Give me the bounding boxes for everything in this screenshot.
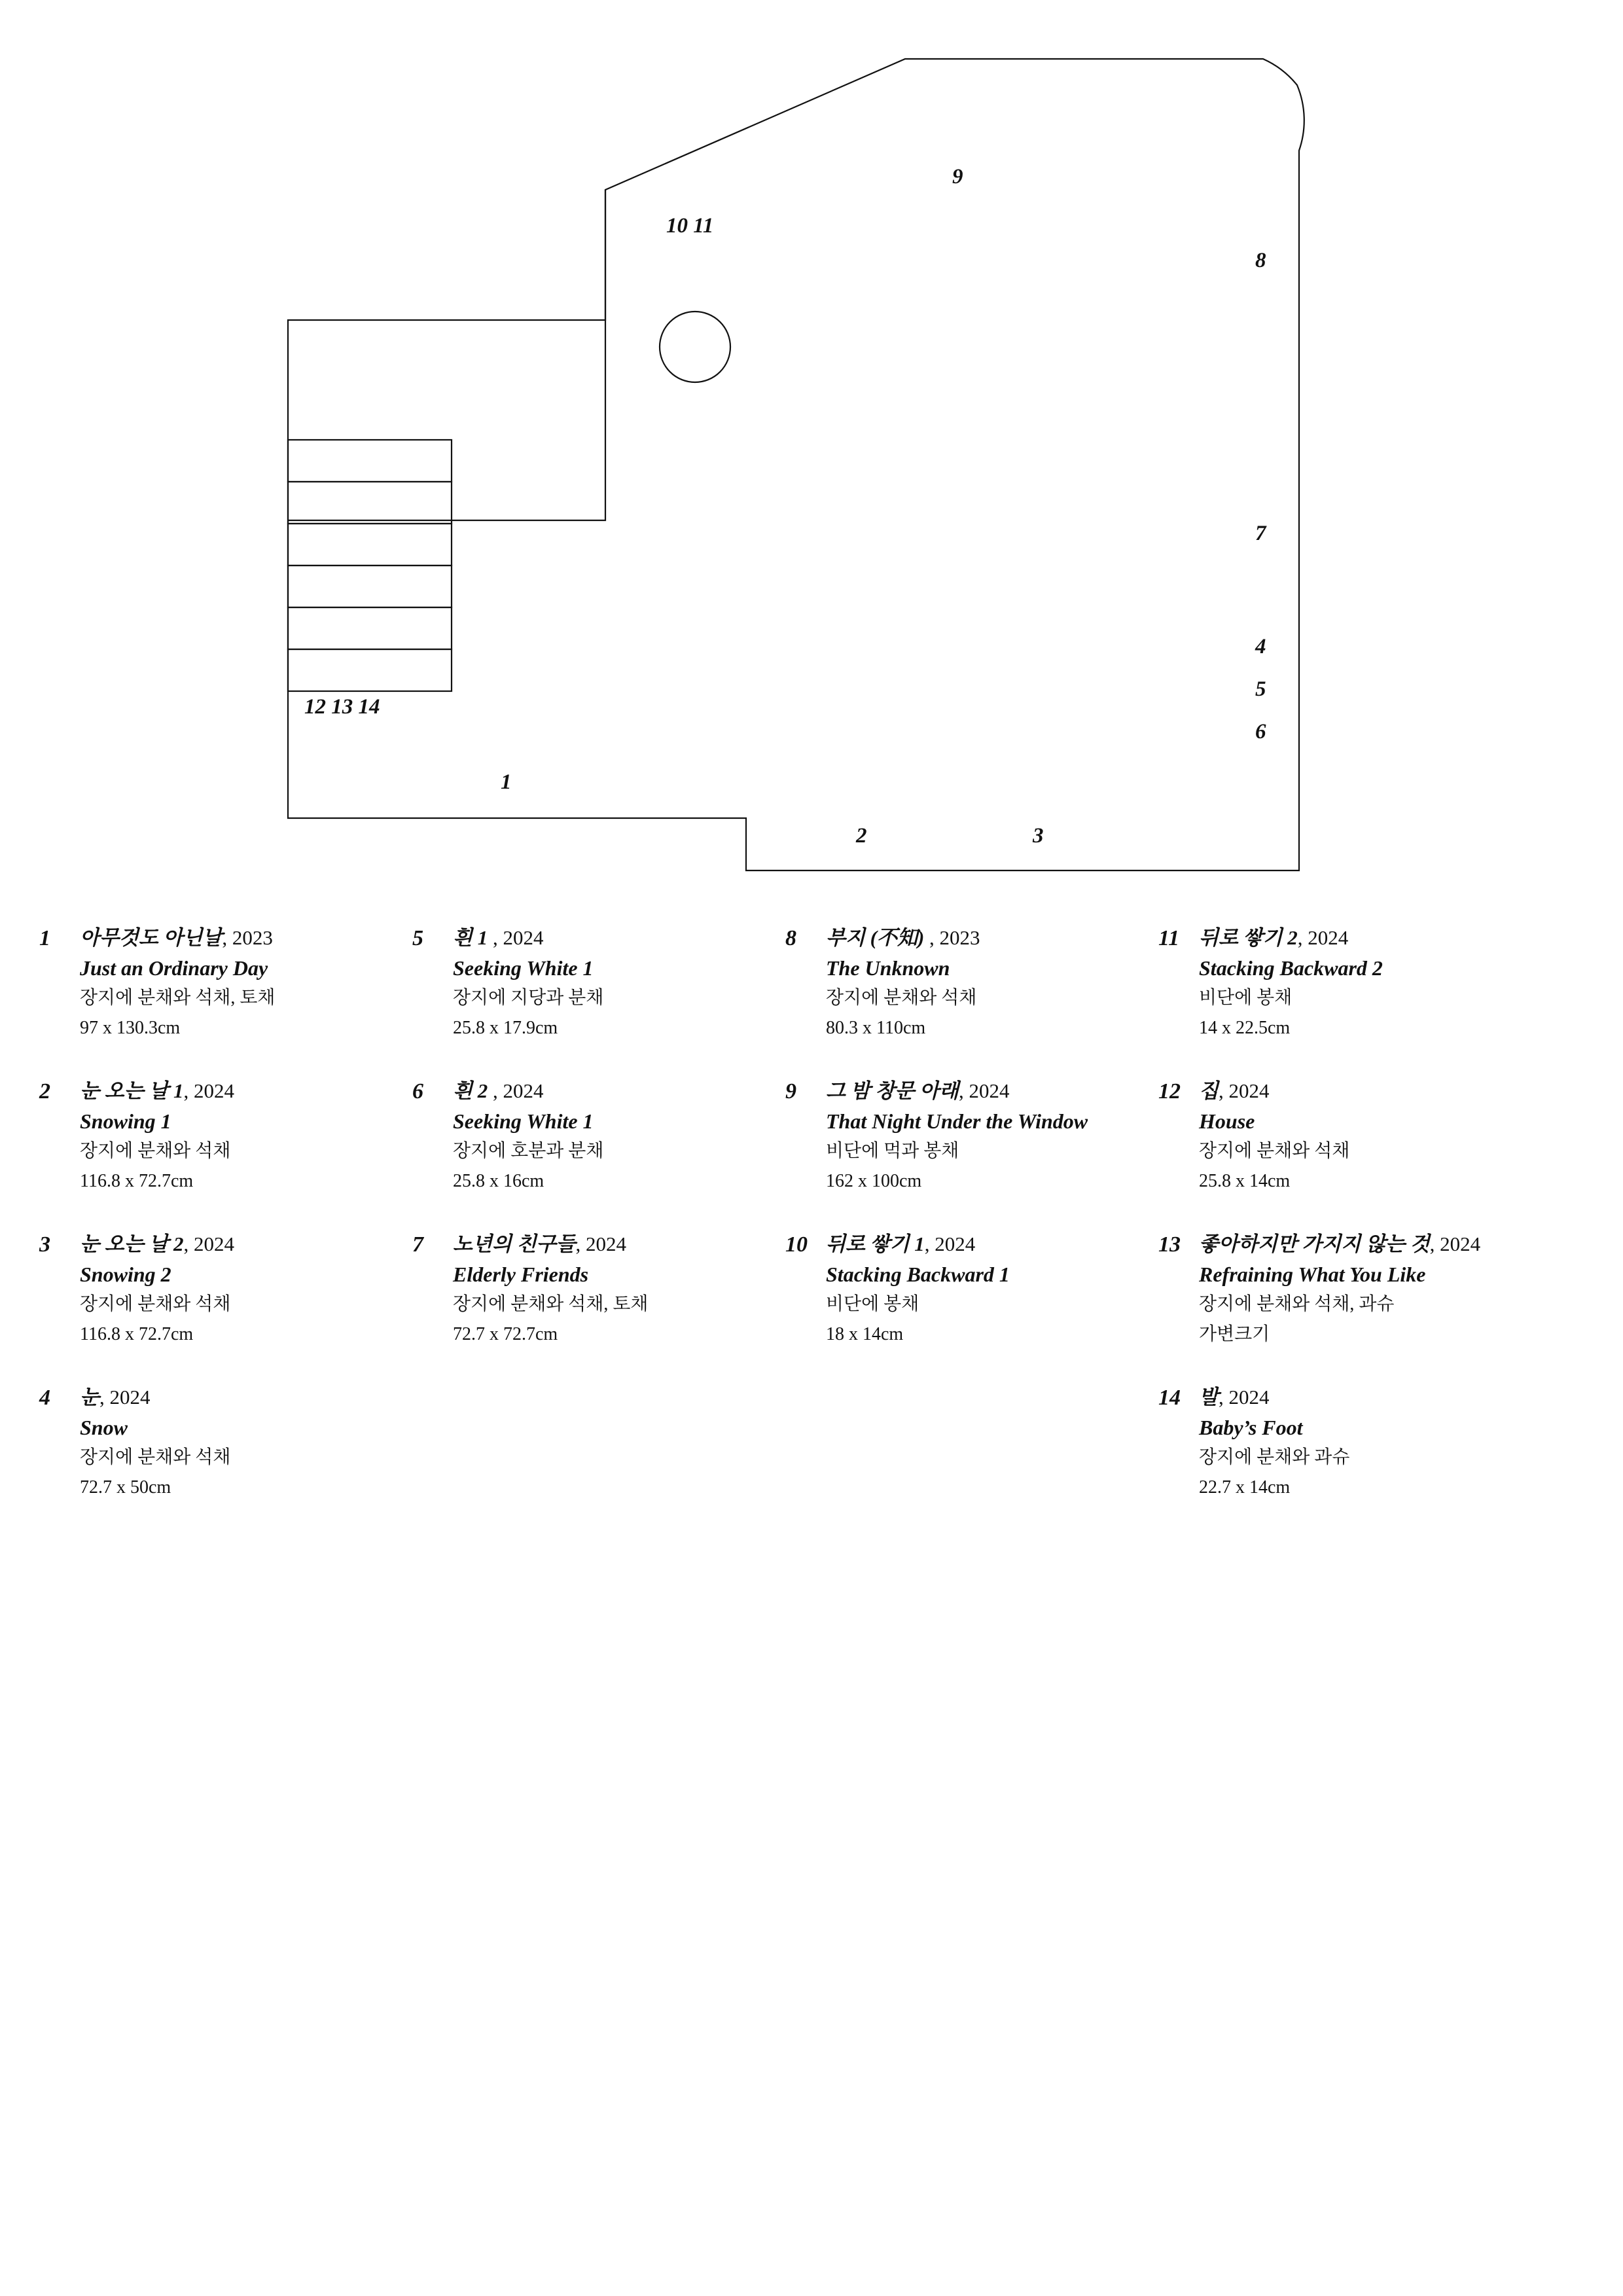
caption-year: , 2024 <box>958 1079 1010 1102</box>
caption-body <box>826 1076 1158 1196</box>
caption-dimensions: 14 x 22.5cm <box>1199 1018 1291 1038</box>
caption-body <box>80 1229 412 1350</box>
plan-label: 4 <box>1255 635 1266 658</box>
caption-english-title: That Night Under the Window <box>826 1109 1088 1133</box>
caption-entry <box>412 923 785 1043</box>
caption-korean-title: 흰 2 <box>453 1079 488 1102</box>
caption-dimensions: 25.8 x 14cm <box>1199 1171 1291 1191</box>
caption-body <box>826 923 1158 1043</box>
plan-stairs <box>288 440 452 691</box>
caption-body <box>453 1076 785 1196</box>
caption-year: , 2024 <box>1297 926 1349 949</box>
caption-medium: 장지에 분채와 석채, 토채 <box>80 988 276 1008</box>
caption-number: 2 <box>39 1079 50 1103</box>
caption-body <box>80 923 412 1043</box>
caption-number: 1 <box>39 926 50 950</box>
caption-dimensions: 116.8 x 72.7cm <box>80 1324 194 1344</box>
caption-body <box>1199 923 1531 1043</box>
caption-english-title: Seeking White 1 <box>453 1109 594 1133</box>
caption-year: , 2024 <box>183 1079 235 1102</box>
caption-number: 11 <box>1158 926 1180 950</box>
caption-korean-title: 뒤로 쌓기 2 <box>1199 926 1298 949</box>
caption-korean-title: 노년의 친구들 <box>453 1232 576 1255</box>
caption-entry <box>39 1229 412 1350</box>
caption-number: 3 <box>39 1232 50 1257</box>
caption-korean-line <box>1199 923 1531 953</box>
caption-entry <box>1158 1229 1531 1350</box>
caption-body <box>1199 1382 1531 1503</box>
caption-korean-line <box>80 923 412 953</box>
caption-year: , 2023 <box>924 926 980 949</box>
caption-dimensions: 116.8 x 72.7cm <box>80 1171 194 1191</box>
plan-label: 12 13 14 <box>304 695 380 719</box>
caption-body <box>80 1076 412 1196</box>
caption-medium: 장지에 분채와 과슈 <box>1199 1447 1350 1467</box>
caption-korean-line <box>453 1229 785 1259</box>
caption-entry <box>1158 1382 1531 1503</box>
caption-korean-title: 눈 <box>80 1386 99 1408</box>
caption-entry <box>785 1076 1158 1196</box>
caption-year: , 2024 <box>575 1232 626 1255</box>
caption-medium: 비단에 먹과 봉채 <box>826 1141 959 1161</box>
caption-medium: 장지에 분채와 석채, 과슈 <box>1199 1294 1395 1314</box>
plan-label: 3 <box>1033 824 1044 848</box>
caption-medium: 장지에 분채와 석채 <box>80 1447 231 1467</box>
caption-dimensions: 72.7 x 72.7cm <box>453 1324 558 1344</box>
caption-entry <box>785 923 1158 1043</box>
caption-number: 5 <box>412 926 423 950</box>
caption-number: 6 <box>412 1079 423 1103</box>
plan-outline <box>288 59 1304 870</box>
gallery-floor-plan <box>0 0 1623 929</box>
caption-dimensions: 72.7 x 50cm <box>80 1477 171 1498</box>
caption-english-title: Elderly Friends <box>453 1263 589 1286</box>
caption-column <box>1158 923 1531 1535</box>
caption-year: , 2024 <box>488 926 544 949</box>
plan-label: 6 <box>1255 720 1266 744</box>
caption-korean-title: 흰 1 <box>453 926 488 949</box>
caption-korean-line <box>1199 1229 1531 1259</box>
caption-english-title: Baby’s Foot <box>1199 1416 1303 1439</box>
caption-korean-title: 좋아하지만 가지지 않는 것 <box>1199 1232 1430 1255</box>
caption-english-title: Refraining What You Like <box>1199 1263 1426 1286</box>
caption-body <box>453 923 785 1043</box>
caption-korean-line <box>826 1076 1158 1106</box>
caption-english-title: Just an Ordinary Day <box>80 956 268 980</box>
plan-label: 8 <box>1255 249 1266 272</box>
caption-body <box>453 1229 785 1350</box>
caption-column <box>785 923 1158 1382</box>
caption-korean-line <box>1199 1382 1531 1412</box>
caption-korean-title: 아무것도 아닌날 <box>80 926 223 949</box>
caption-number: 13 <box>1158 1232 1181 1257</box>
caption-body <box>80 1382 412 1503</box>
caption-korean-line <box>80 1382 412 1412</box>
caption-body <box>1199 1229 1531 1350</box>
plan-label: 7 <box>1255 522 1266 545</box>
caption-korean-title: 부지 (不知) <box>826 926 925 949</box>
caption-number: 14 <box>1158 1386 1181 1410</box>
caption-number: 7 <box>412 1232 423 1257</box>
artwork-caption-list <box>39 923 1584 1535</box>
plan-column <box>660 312 730 382</box>
caption-body <box>826 1229 1158 1350</box>
caption-korean-line <box>826 923 1158 953</box>
caption-entry <box>412 1229 785 1350</box>
caption-korean-title: 집 <box>1199 1079 1219 1102</box>
caption-medium: 장지에 분채와 석채 <box>80 1294 231 1314</box>
caption-korean-line <box>80 1229 412 1259</box>
caption-english-title: Snowing 2 <box>80 1263 171 1286</box>
caption-dimensions: 162 x 100cm <box>826 1171 922 1191</box>
caption-medium: 장지에 분채와 석채 <box>826 988 977 1008</box>
caption-english-title: Stacking Backward 2 <box>1199 956 1383 980</box>
plan-label: 10 11 <box>666 214 714 238</box>
caption-korean-title: 눈 오는 날 1 <box>80 1079 184 1102</box>
caption-korean-title: 뒤로 쌓기 1 <box>826 1232 925 1255</box>
caption-medium: 비단에 봉채 <box>1199 988 1293 1008</box>
caption-column <box>39 923 412 1535</box>
caption-year: , 2024 <box>1218 1386 1270 1408</box>
caption-medium: 장지에 분채와 석채 <box>80 1141 231 1161</box>
caption-english-title: The Unknown <box>826 956 950 980</box>
caption-korean-line <box>80 1076 412 1106</box>
caption-medium: 장지에 호분과 분채 <box>453 1141 604 1161</box>
caption-entry <box>1158 1076 1531 1196</box>
caption-korean-title: 그 밤 창문 아래 <box>826 1079 959 1102</box>
caption-medium: 비단에 봉채 <box>826 1294 919 1314</box>
caption-entry <box>412 1076 785 1196</box>
caption-dimensions: 80.3 x 110cm <box>826 1018 926 1038</box>
plan-label: 5 <box>1255 677 1266 701</box>
caption-entry <box>785 1229 1158 1350</box>
caption-medium: 장지에 분채와 석채, 토채 <box>453 1294 649 1314</box>
caption-dimensions: 18 x 14cm <box>826 1324 904 1344</box>
caption-dimensions: 25.8 x 17.9cm <box>453 1018 558 1038</box>
caption-korean-title: 눈 오는 날 2 <box>80 1232 184 1255</box>
caption-dimensions: 25.8 x 16cm <box>453 1171 544 1191</box>
plan-label: 1 <box>501 770 512 794</box>
caption-korean-line <box>1199 1076 1531 1106</box>
caption-dimensions: 22.7 x 14cm <box>1199 1477 1291 1498</box>
caption-entry <box>1158 923 1531 1043</box>
caption-year: , 2024 <box>488 1079 544 1102</box>
caption-english-title: House <box>1199 1109 1255 1133</box>
caption-korean-line <box>453 1076 785 1106</box>
plan-label: 9 <box>952 165 963 188</box>
caption-number: 12 <box>1158 1079 1181 1103</box>
caption-year: , 2024 <box>1218 1079 1270 1102</box>
caption-number: 9 <box>785 1079 796 1103</box>
floor-plan-drawing <box>0 0 1623 929</box>
caption-english-title: Stacking Backward 1 <box>826 1263 1010 1286</box>
caption-body <box>1199 1076 1531 1196</box>
caption-entry <box>39 1382 412 1503</box>
caption-korean-line <box>453 923 785 953</box>
caption-year: , 2024 <box>924 1232 976 1255</box>
caption-number: 8 <box>785 926 796 950</box>
caption-english-title: Snow <box>80 1416 128 1439</box>
plan-label: 2 <box>856 824 867 848</box>
caption-year: , 2024 <box>183 1232 235 1255</box>
caption-english-title: Seeking White 1 <box>453 956 594 980</box>
caption-english-title: Snowing 1 <box>80 1109 171 1133</box>
caption-medium: 장지에 분채와 석채 <box>1199 1141 1350 1161</box>
caption-korean-line <box>826 1229 1158 1259</box>
caption-korean-title: 발 <box>1199 1386 1219 1408</box>
caption-dimensions: 가변크기 <box>1199 1324 1270 1344</box>
caption-number: 10 <box>785 1232 808 1257</box>
caption-medium: 장지에 지당과 분채 <box>453 988 604 1008</box>
caption-year: , 2023 <box>222 926 273 949</box>
caption-dimensions: 97 x 130.3cm <box>80 1018 181 1038</box>
caption-column <box>412 923 785 1382</box>
caption-year: , 2024 <box>99 1386 151 1408</box>
plan-inner-wall <box>288 190 605 520</box>
caption-year: , 2024 <box>1429 1232 1481 1255</box>
caption-number: 4 <box>39 1386 50 1410</box>
caption-entry <box>39 1076 412 1196</box>
caption-entry <box>39 923 412 1043</box>
